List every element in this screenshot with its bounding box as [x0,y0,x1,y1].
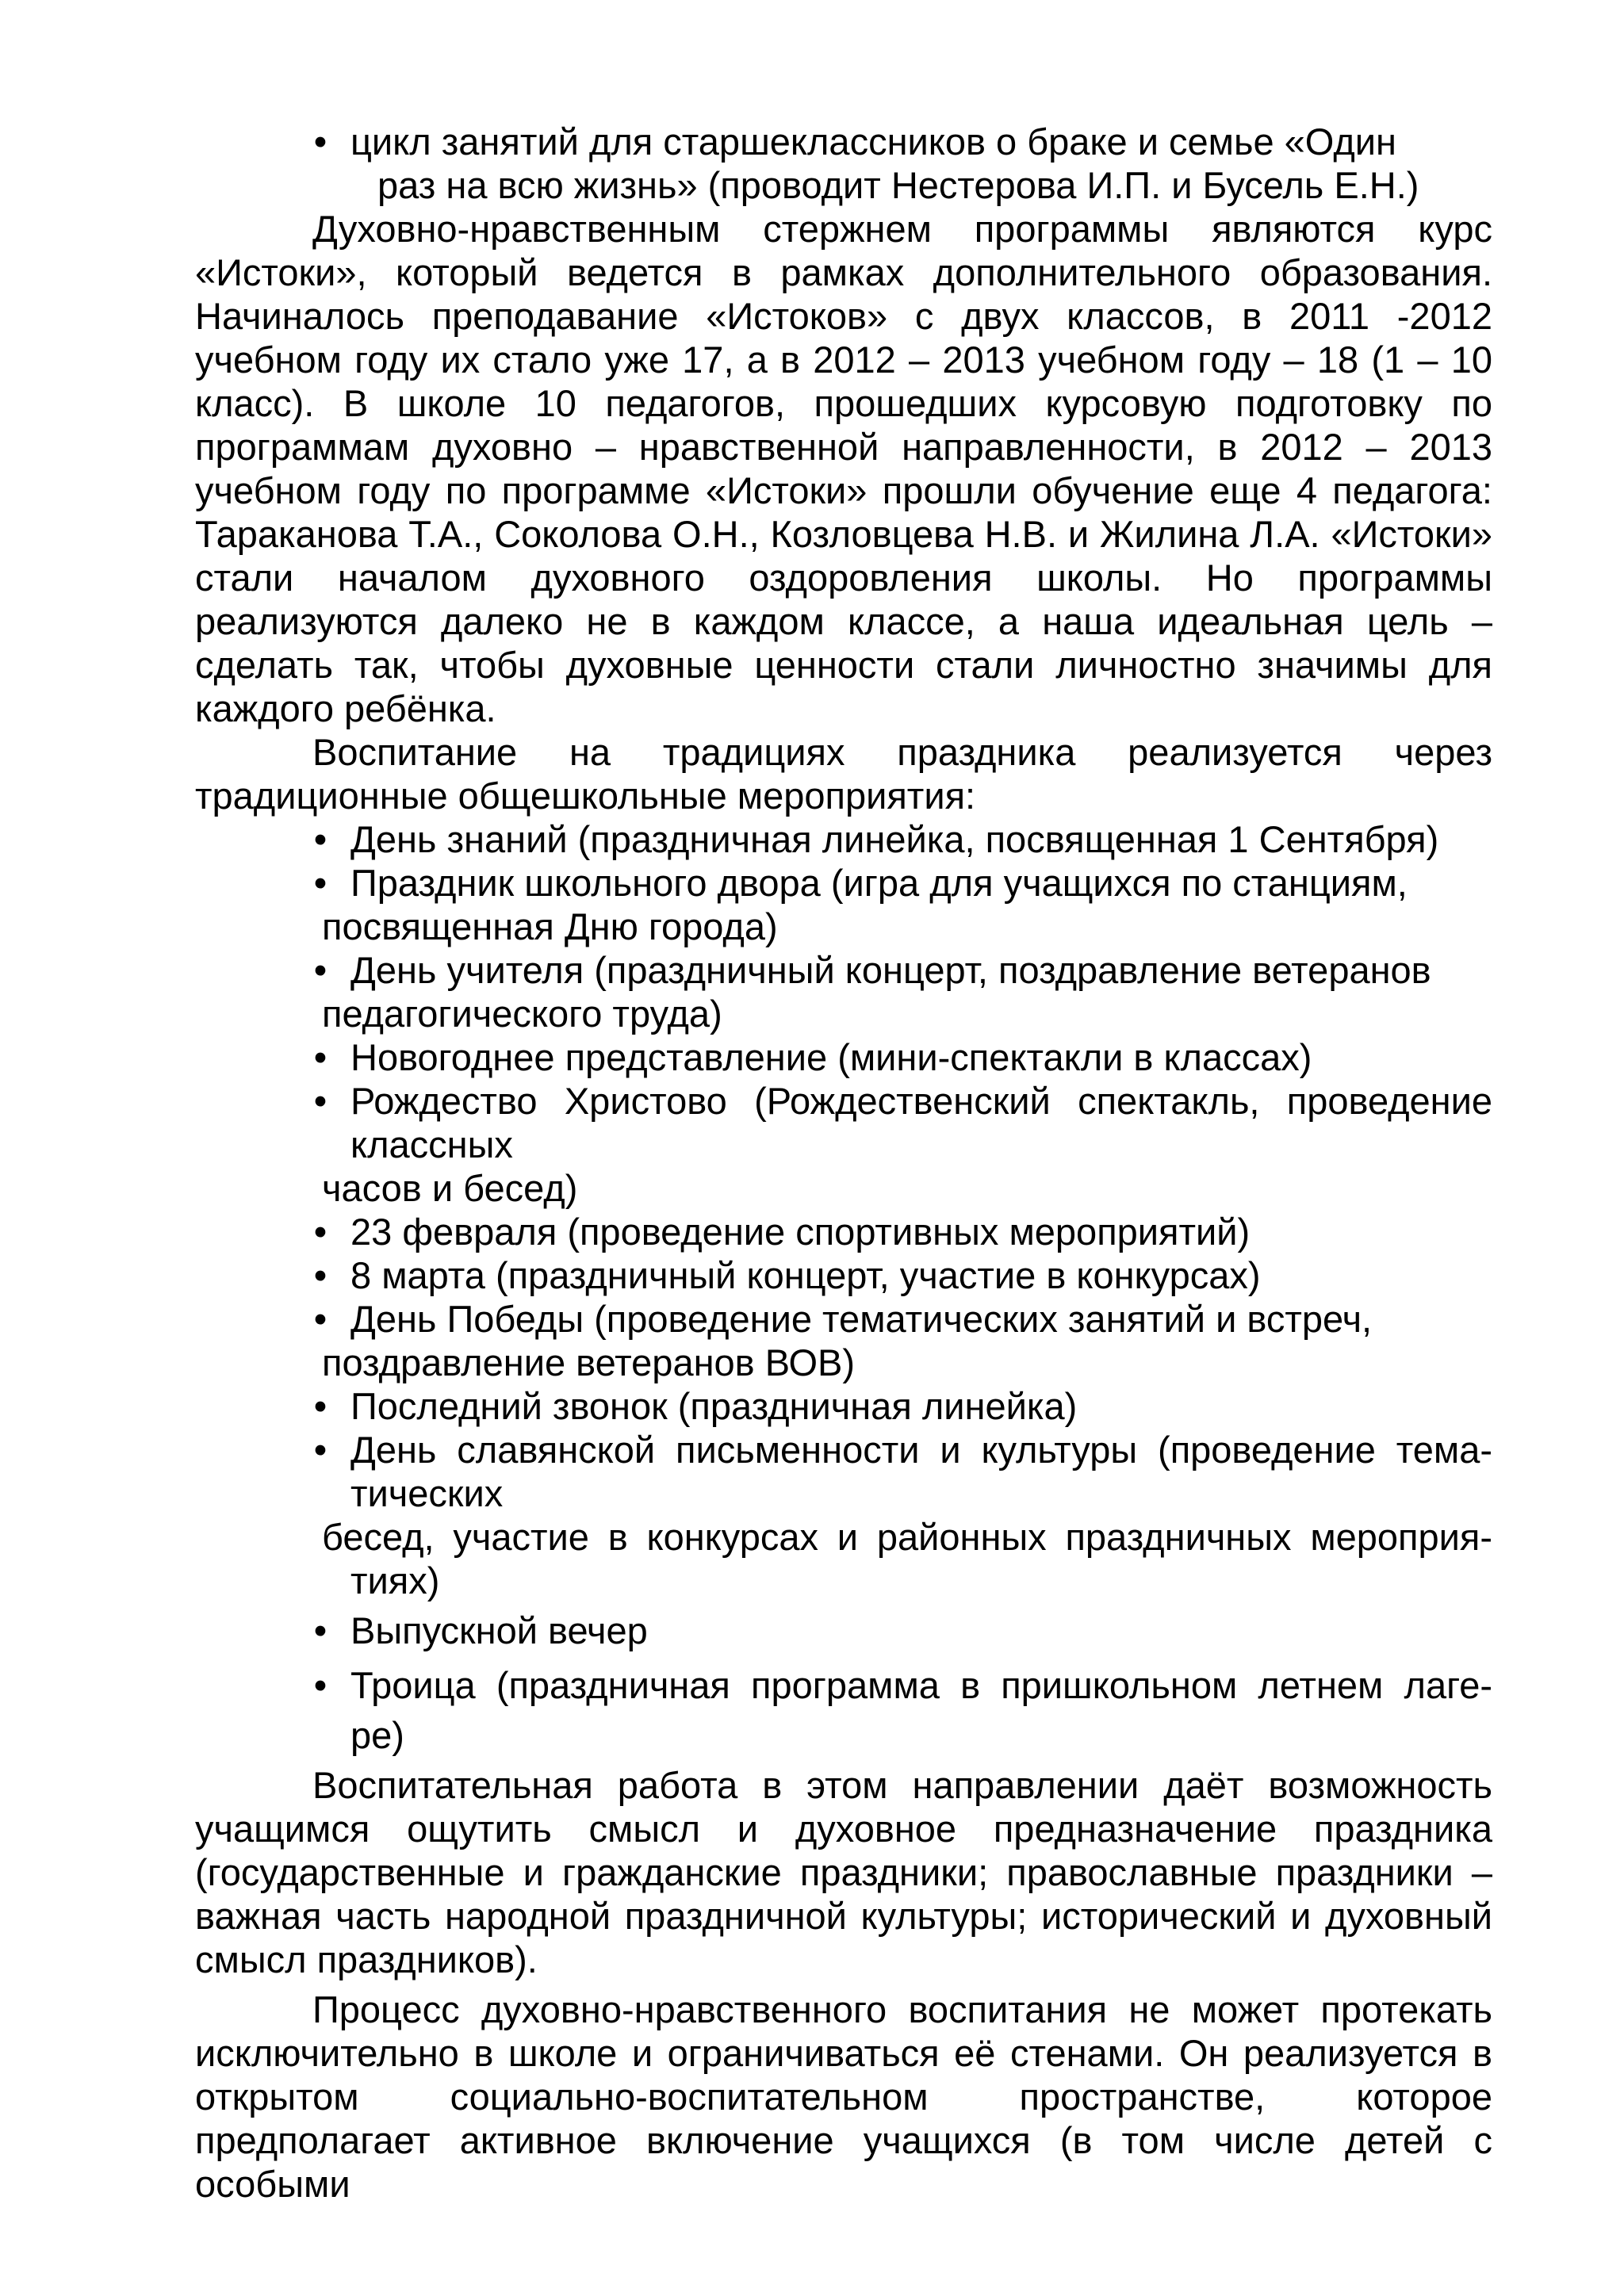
list-item [195,1663,1492,1707]
list-item-text: Троица (праздничная программа в пришкольном летнем лаге- [350,1664,1492,1706]
list-item-text: День славянской письменности и культуры (проведение тема- [350,1429,1492,1471]
bullet-icon: • [313,1609,327,1651]
page-content [195,120,1492,2206]
list-item [195,1253,1492,1297]
list-item-text: День Победы (проведение тематических занятий и встреч, [350,1298,1373,1340]
bullet-icon: • [313,949,327,991]
bullet-icon: • [313,818,327,860]
list-item-continuation: бесед, участие в конкурсах и районных праздничных мероприя- [322,1516,1492,1558]
spacer [195,1981,1492,1988]
list-item-text: 8 марта (праздничный концерт, участие в конкурсах) [350,1254,1261,1296]
list-item [195,120,1492,207]
spacer [195,1707,1492,1713]
bullet-icon: • [313,1036,327,1078]
spacer [195,1652,1492,1663]
spacer [195,1602,1492,1609]
list-item-continuation: тических [350,1472,504,1514]
list-item-text: День знаний (праздничная линейка, посвященная 1 Сентября) [350,818,1439,860]
list-item-line: цикл занятий для старшеклассников о браке и семье «Один [350,121,1396,163]
list-item-continuation: педагогического труда) [322,993,722,1035]
bullet-icon: • [313,1429,327,1471]
bullet-icon: • [313,1298,327,1340]
list-item [195,861,1492,905]
list-item-text [322,120,1492,207]
list-item-text: День учителя (праздничный концерт, поздравление ветеранов [350,949,1431,991]
list-item-continuation: поздравление ветеранов ВОВ) [322,1341,856,1383]
bullet-icon: • [313,1254,327,1296]
paragraph: Процесс духовно-нравственного воспитания не может протекать исключительно в школе и ограничиваться её стенами. Он реализуется в открытом социально-воспитательном пространстве, которое предполагает активное включение учащихся (в том числе детей с особыми [195,1988,1492,2205]
list-item [195,1035,1492,1079]
bullet-icon: • [313,121,327,163]
list-item-text: Рождество Христово (Рождественский спектакль, проведение [350,1080,1492,1122]
paragraph: Духовно-нравственным стержнем программы являются курс «Истоки», который ведется в рамках дополнительного образования. Начиналось преподавание «Истоков» с двух классов, в 2011 -2012 учебном году их стало уже 17, а в 2012 – 2013 учебном году – 18 (1 – 10 класс). В школе 10 педагогов, прошедших курсовую подготовку по программам духовно – нравственной направленности, в 2012 – 2013 учебном году по программе «Истоки» прошли обучение еще 4 педагога: Тараканова Т.А., Соколова О.Н., Козловцева Н.В. и Жилина Л.А. «Истоки» стали началом духовного оздоровления школы. Но программы реализуются далеко не в каждом классе, а наша идеальная цель – сделать так, чтобы духовные ценности стали личностно значимы для каждого ребёнка. [195,208,1492,729]
events-list [195,817,1492,1757]
list-item-text: Последний звонок (праздничная линейка) [350,1385,1078,1427]
bullet-icon: • [313,1211,327,1253]
bullet-icon: • [313,1080,327,1122]
bullet-icon: • [313,862,327,904]
list-item-text: Праздник школьного двора (игра для учащихся по станциям, [350,862,1408,904]
list-item [195,1609,1492,1652]
list-item-continuation: посвященная Дню города) [322,905,778,947]
list-item-continuation: тиях) [350,1559,440,1601]
list-item-text: 23 февраля (проведение спортивных мероприятий) [350,1211,1251,1253]
list-item [195,1210,1492,1253]
paragraph: Воспитательная работа в этом направлении даёт возможность учащимся ощутить смысл и духовное предназначение праздника (государственные и гражданские праздники; православные праздники – важная часть народной праздничной культуры; исторический и духовный смысл праздников). [195,1764,1492,1980]
list-item [195,948,1492,992]
list-item [195,1384,1492,1428]
bullet-icon: • [313,1385,327,1427]
bullet-icon: • [313,1664,327,1706]
list-item-text: Выпускной вечер [350,1609,648,1651]
list-item-line: раз на всю жизнь» (проводит Нестерова И.П. и Бусель Е.Н.) [377,164,1419,206]
paragraph: Воспитание на традициях праздника реализуется через традиционные общешкольные мероприятия: [195,731,1492,817]
spacer [195,1757,1492,1763]
list-item [195,817,1492,861]
list-item [195,1297,1492,1341]
list-item-text: Новогоднее представление (мини-спектакли в классах) [350,1036,1312,1078]
list-item [195,1079,1492,1123]
list-item-continuation: классных [350,1123,513,1165]
list-item-continuation: ре) [350,1714,404,1756]
list-item [195,1428,1492,1471]
list-item-continuation: часов и бесед) [322,1167,578,1209]
